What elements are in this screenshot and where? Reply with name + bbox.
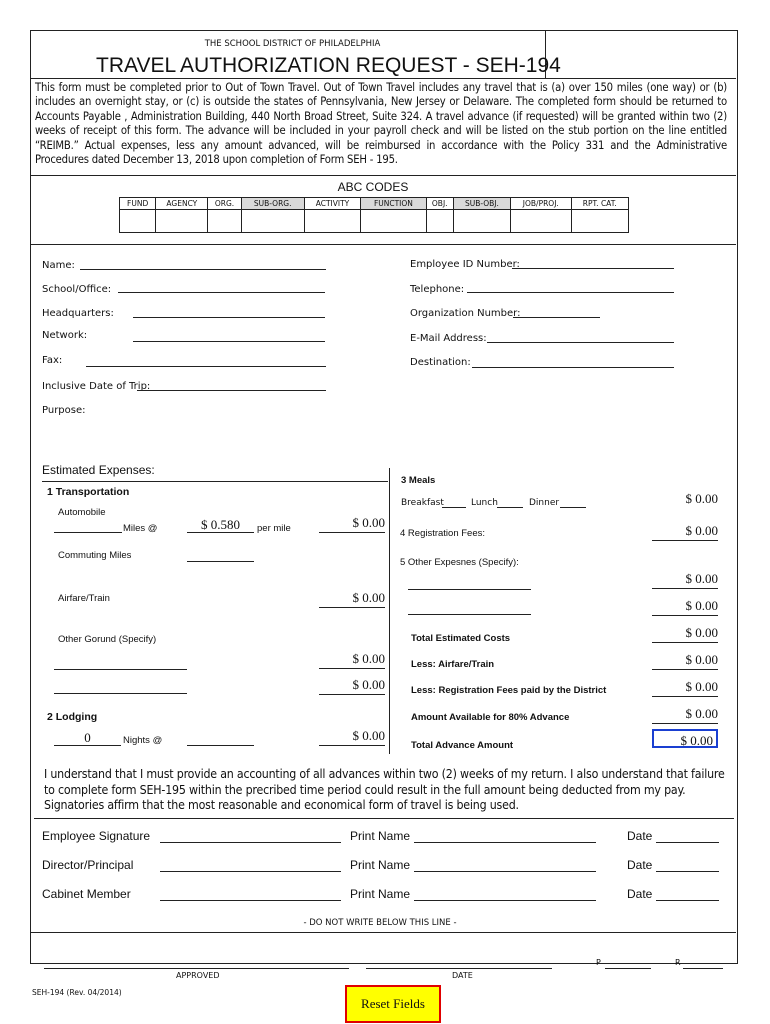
cabinet-print-name-input[interactable]	[414, 900, 596, 901]
estimated-expenses-heading: Estimated Expenses:	[42, 463, 155, 477]
less-airfare-label: Less: Airfare/Train	[411, 659, 495, 670]
breakfast-input[interactable]	[442, 507, 466, 508]
intro-divider	[30, 175, 736, 176]
other-expenses-amount-1[interactable]: $ 0.00	[652, 571, 718, 589]
other-ground-amount-1[interactable]: $ 0.00	[319, 651, 385, 669]
trip-dates-label: Inclusive Date of Trip:	[42, 381, 151, 392]
per-mile-label: per mile	[257, 523, 291, 534]
lodging-heading: 2 Lodging	[47, 711, 98, 723]
nightly-rate-input[interactable]	[187, 745, 254, 746]
cabinet-date-input[interactable]	[656, 900, 719, 901]
trip-dates-input[interactable]	[137, 390, 326, 391]
other-expenses-input-1[interactable]	[408, 589, 531, 590]
total-advance-label: Total Advance Amount	[411, 740, 514, 751]
acknowledgement-text: I understand that I must provide an accounting of all advances within two (2) weeks of my return. I also understand that failure to complete form SEH-195 within the precribed time period could result in the full amount being deducted from my pay. Signatories affirm that the most reasonable and economical form of travel is being used.	[44, 767, 725, 812]
abc-column-header: AGENCY	[156, 198, 208, 210]
cabinet-member-label: Cabinet Member	[42, 887, 131, 901]
destination-input[interactable]	[472, 367, 674, 368]
director-label: Director/Principal	[42, 858, 134, 872]
abc-column-header: SUB-OBJ.	[453, 198, 510, 210]
total-advance-field[interactable]: $ 0.00	[652, 729, 718, 748]
name-label: Name:	[42, 260, 75, 271]
network-label: Network:	[42, 330, 88, 341]
employee-date-input[interactable]	[656, 842, 719, 843]
school-input[interactable]	[118, 292, 325, 293]
abc-code-input[interactable]	[156, 210, 208, 233]
employee-date-label: Date	[627, 829, 653, 843]
other-ground-input-1[interactable]	[54, 669, 187, 670]
meals-heading: 3 Meals	[401, 475, 436, 486]
page-title: TRAVEL AUTHORIZATION REQUEST - SEH-194	[96, 54, 561, 77]
total-estimated-amount[interactable]: $ 0.00	[652, 625, 718, 643]
less-registration-amount[interactable]: $ 0.00	[652, 679, 718, 697]
employee-signature-input[interactable]	[160, 842, 341, 843]
abc-code-input[interactable]	[511, 210, 572, 233]
abc-code-input[interactable]	[571, 210, 628, 233]
abc-code-input[interactable]	[241, 210, 304, 233]
nights-field[interactable]: 0	[54, 731, 121, 746]
fax-input[interactable]	[86, 366, 326, 367]
commuting-miles-input[interactable]	[187, 561, 254, 562]
form-revision: SEH-194 (Rev. 04/2014)	[32, 988, 122, 997]
employee-signature-label: Employee Signature	[42, 829, 151, 843]
r-label: R	[675, 958, 681, 967]
abc-code-input[interactable]	[361, 210, 426, 233]
abc-column-header: RPT. CAT.	[571, 198, 628, 210]
do-not-write-notice: - DO NOT WRITE BELOW THIS LINE -	[303, 918, 457, 928]
telephone-input[interactable]	[467, 292, 674, 293]
director-date-label: Date	[627, 858, 653, 872]
destination-label: Destination:	[410, 357, 471, 368]
form-frame	[30, 30, 738, 964]
abc-code-input[interactable]	[208, 210, 241, 233]
abc-code-input[interactable]	[304, 210, 360, 233]
expenses-column-divider	[389, 468, 390, 754]
employee-print-name-input[interactable]	[414, 842, 596, 843]
reset-fields-button[interactable]: Reset Fields	[345, 985, 441, 1023]
dinner-label: Dinner	[529, 498, 560, 508]
hq-input[interactable]	[133, 317, 325, 318]
p-input[interactable]	[605, 968, 651, 969]
total-estimated-label: Total Estimated Costs	[411, 633, 511, 644]
meals-amount[interactable]: $ 0.00	[685, 491, 718, 506]
cabinet-date-label: Date	[627, 887, 653, 901]
dinner-input[interactable]	[560, 507, 586, 508]
employee-id-input[interactable]	[512, 268, 674, 269]
less-registration-label: Less: Registration Fees paid by the District	[411, 685, 607, 696]
signature-top-rule	[34, 818, 734, 819]
lunch-label: Lunch	[471, 498, 498, 508]
abc-column-header: FUND	[120, 198, 156, 210]
advance-available-label: Amount Available for 80% Advance	[411, 712, 570, 723]
abc-column-header: SUB-ORG.	[241, 198, 304, 210]
other-ground-amount-2[interactable]: $ 0.00	[319, 677, 385, 695]
abc-divider	[30, 244, 736, 245]
advance-available-amount[interactable]: $ 0.00	[652, 706, 718, 724]
district-name: THE SCHOOL DISTRICT OF PHILADELPHIA	[204, 39, 381, 49]
cabinet-print-name-label: Print Name	[350, 887, 411, 901]
org-number-label: Organization Number:	[410, 308, 521, 319]
abc-code-input[interactable]	[453, 210, 510, 233]
abc-codes-table	[119, 197, 629, 233]
director-print-name-label: Print Name	[350, 858, 411, 872]
office-use-rule	[30, 932, 736, 933]
org-number-input[interactable]	[513, 317, 600, 318]
director-print-name-input[interactable]	[414, 871, 596, 872]
abc-column-header: FUNCTION	[361, 198, 426, 210]
intro-text: This form must be completed prior to Out of Town Travel. Out of Town Travel includes any travel that is (a) over 150 miles (one way) or (b) includes an overnight stay, or (c) is outside the states of Pennsylvania, New Jersey or Delaware. The completed form should be returned to Accounts Payable , Administration Building, 440 North Broad Street, Suite 324. A travel advance (if requested) will be granted within two (2) weeks of receipt of this form. The advance will be included in your payroll check and will be listed on the stub portion on the line entitled “REIMB.” Actual expenses, less any amount advanced, will be reimbursed in accordance with the Policy 331 and the Administrative Procedures dated December 13, 2018 upon completion of Form SEH - 195.	[35, 81, 727, 167]
airfare-label: Airfare/Train	[58, 593, 110, 604]
registration-label: 4 Registration Fees:	[400, 528, 486, 539]
approved-label: APPROVED	[176, 971, 220, 980]
airfare-amount[interactable]: $ 0.00	[319, 590, 385, 608]
other-expenses-label: 5 Other Expesnes (Specify):	[400, 557, 519, 568]
commuting-miles-label: Commuting Miles	[58, 550, 132, 561]
header-divider	[30, 78, 736, 79]
abc-column-header: ORG.	[208, 198, 241, 210]
employee-print-name-label: Print Name	[350, 829, 411, 843]
abc-code-input[interactable]	[120, 210, 156, 233]
telephone-label: Telephone:	[410, 284, 465, 295]
automobile-label: Automobile	[58, 507, 106, 518]
abc-code-input[interactable]	[426, 210, 453, 233]
director-date-input[interactable]	[656, 871, 719, 872]
r-input[interactable]	[683, 968, 723, 969]
p-label: P	[596, 958, 601, 967]
fax-label: Fax:	[42, 355, 63, 366]
other-ground-label: Other Gorund (Specify)	[58, 634, 157, 645]
automobile-miles-input[interactable]	[54, 532, 122, 533]
expenses-top-rule	[42, 481, 388, 482]
miles-at-label: Miles @	[123, 523, 158, 534]
automobile-amount[interactable]: $ 0.00	[319, 515, 385, 533]
approval-date-label: DATE	[452, 971, 473, 980]
nights-at-label: Nights @	[123, 735, 163, 746]
cabinet-signature-input[interactable]	[160, 900, 341, 901]
email-label: E-Mail Address:	[410, 333, 487, 344]
network-input[interactable]	[133, 341, 325, 342]
other-ground-input-2[interactable]	[54, 693, 187, 694]
transportation-heading: 1 Transportation	[47, 486, 130, 498]
lodging-amount[interactable]: $ 0.00	[319, 728, 385, 746]
less-airfare-amount[interactable]: $ 0.00	[652, 652, 718, 670]
mileage-rate-field[interactable]: $ 0.580	[187, 518, 254, 533]
abc-codes-title: ABC CODES	[337, 180, 409, 194]
other-expenses-input-2[interactable]	[408, 614, 531, 615]
registration-amount[interactable]: $ 0.00	[652, 523, 718, 541]
abc-column-header: JOB/PROJ.	[511, 198, 572, 210]
lunch-input[interactable]	[497, 507, 523, 508]
abc-column-header: ACTIVITY	[304, 198, 360, 210]
abc-column-header: OBJ.	[426, 198, 453, 210]
breakfast-label: Breakfast	[401, 498, 444, 508]
hq-label: Headquarters:	[42, 308, 114, 319]
name-input[interactable]	[80, 269, 326, 270]
approved-line[interactable]	[44, 968, 349, 969]
other-expenses-amount-2[interactable]: $ 0.00	[652, 598, 718, 616]
director-signature-input[interactable]	[160, 871, 341, 872]
purpose-label: Purpose:	[42, 405, 86, 416]
approval-date-line[interactable]	[366, 968, 552, 969]
email-input[interactable]	[487, 342, 674, 343]
school-label: School/Office:	[42, 284, 112, 295]
employee-id-label: Employee ID Number:	[410, 259, 520, 270]
